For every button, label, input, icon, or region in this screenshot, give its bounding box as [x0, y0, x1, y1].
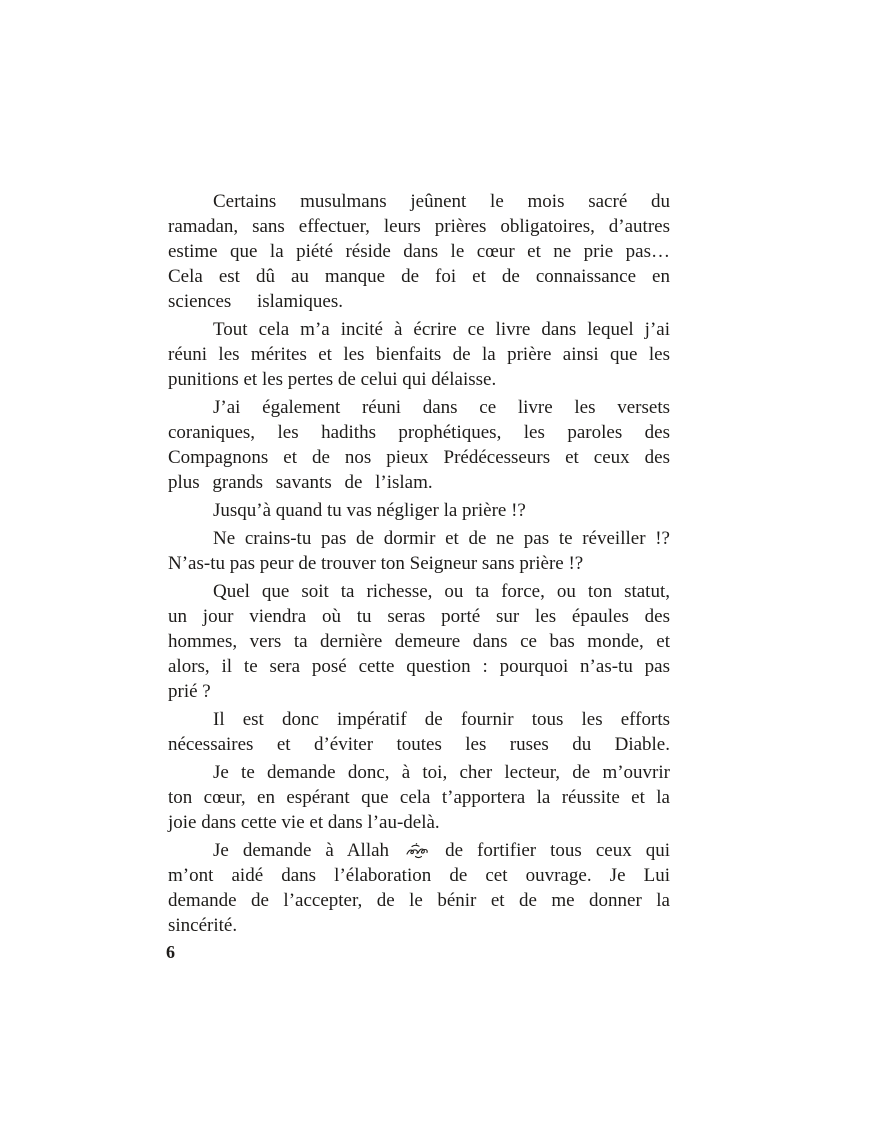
text-line: alors, il te sera posé cette question : pourquoi n’as-tu pas — [168, 656, 670, 677]
text-line: hommes, vers ta dernière demeure dans ce bas monde, et — [168, 631, 670, 652]
text-line: demande de l’accepter, de le bénir et de me donner la — [168, 890, 670, 911]
text-line — [168, 838, 670, 863]
text-line: Cela est dû au manque de foi et de connaissance en — [168, 266, 670, 287]
paragraph — [168, 704, 670, 757]
text-line: Certains musulmans jeûnent le mois sacré du — [213, 191, 670, 212]
text-line: réuni les mérites et les bienfaits de la prière ainsi que les — [168, 344, 670, 365]
text-line: Jusqu’à quand tu vas négliger la prière !? — [213, 500, 526, 521]
paragraph — [168, 189, 670, 314]
paragraph — [168, 392, 670, 495]
text-segment: Je demande à Allah — [213, 840, 390, 861]
text-line: un jour viendra où tu seras porté sur les épaules des — [168, 606, 670, 627]
text-line: Compagnons et de nos pieux Prédécesseurs et ceux des — [168, 447, 670, 468]
text-line: Tout cela m’a incité à écrire ce livre dans lequel j’ai — [213, 319, 670, 340]
allah-honorific-calligraphy-icon — [405, 842, 429, 859]
text-line: Il est donc impératif de fournir tous les efforts — [213, 709, 670, 730]
text-line: ton cœur, en espérant que cela t’apportera la réussite et la — [168, 787, 670, 808]
paragraph — [168, 757, 670, 835]
text-line: J’ai également réuni dans ce livre les versets — [213, 397, 670, 418]
body-text — [168, 189, 670, 938]
paragraph — [168, 495, 670, 523]
text-line: plus grands savants de l’islam. — [168, 472, 433, 493]
text-line: sciences islamiques. — [168, 291, 343, 312]
text-segment: de fortifier tous ceux qui — [445, 840, 670, 861]
paragraph — [168, 314, 670, 392]
text-line: Ne crains-tu pas de dormir et de ne pas te réveiller !? — [213, 528, 670, 549]
paragraph — [168, 576, 670, 704]
text-line: Quel que soit ta richesse, ou ta force, ou ton statut, — [213, 581, 670, 602]
text-line: coraniques, les hadiths prophétiques, les paroles des — [168, 422, 670, 443]
text-line: punitions et les pertes de celui qui délaisse. — [168, 369, 497, 390]
text-line: Je te demande donc, à toi, cher lecteur, de m’ouvrir — [213, 762, 670, 783]
text-line: sincérité. — [168, 915, 238, 936]
text-line: joie dans cette vie et dans l’au-delà. — [168, 812, 440, 833]
text-line: N’as-tu pas peur de trouver ton Seigneur sans prière !? — [168, 553, 584, 574]
page-number: 6 — [166, 942, 176, 962]
text-line: nécessaires et d’éviter toutes les ruses du Diable. — [168, 734, 670, 755]
paragraph — [168, 523, 670, 576]
text-line: ramadan, sans effectuer, leurs prières obligatoires, d’autres — [168, 216, 670, 237]
text-line: prié ? — [168, 681, 211, 702]
paragraph — [168, 835, 670, 938]
text-line: estime que la piété réside dans le cœur et ne prie pas… — [168, 241, 670, 262]
text-line: m’ont aidé dans l’élaboration de cet ouvrage. Je Lui — [168, 865, 670, 886]
